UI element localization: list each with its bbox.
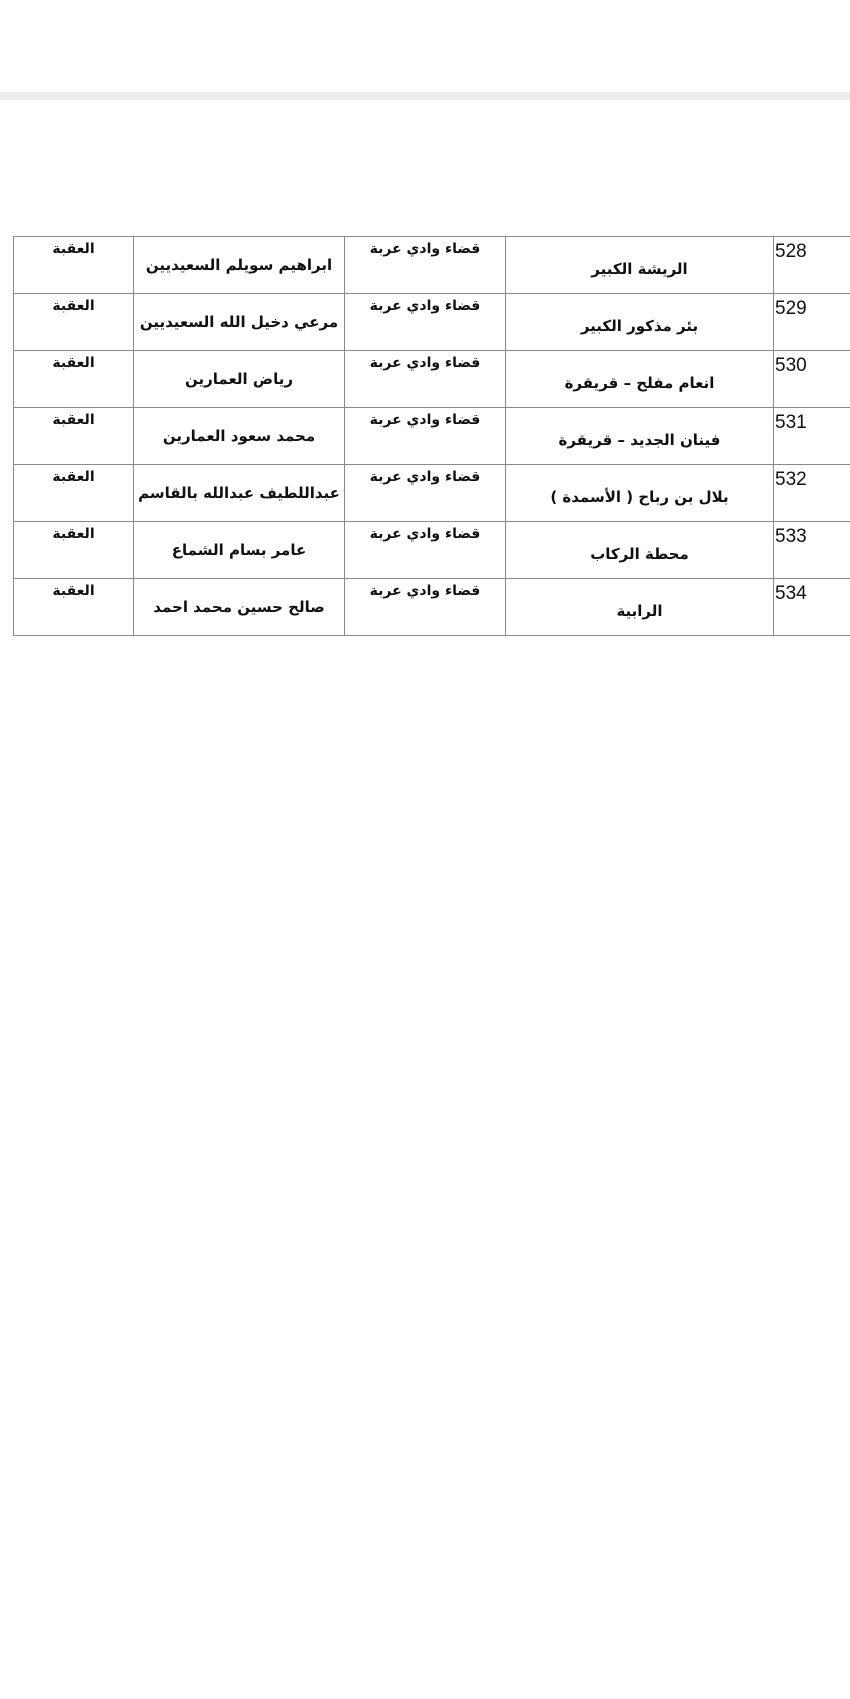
district-cell: قضاء وادي عربة bbox=[345, 294, 506, 351]
name-cell: عامر بسام الشماع bbox=[134, 522, 345, 579]
governorate-cell: العقبة bbox=[14, 522, 134, 579]
location-cell: الرابية bbox=[506, 579, 774, 636]
table-row bbox=[14, 522, 850, 579]
location-cell: الريشة الكبير bbox=[506, 237, 774, 294]
name-cell: مرعي دخيل الله السعيديين bbox=[134, 294, 345, 351]
number-cell: 532 bbox=[774, 465, 850, 522]
district-cell: قضاء وادي عربة bbox=[345, 579, 506, 636]
governorate-cell: العقبة bbox=[14, 465, 134, 522]
table-row bbox=[14, 408, 850, 465]
governorate-cell: العقبة bbox=[14, 294, 134, 351]
number-cell: 533 bbox=[774, 522, 850, 579]
location-cell: محطة الركاب bbox=[506, 522, 774, 579]
name-cell: رياض العمارين bbox=[134, 351, 345, 408]
table-row bbox=[14, 351, 850, 408]
district-cell: قضاء وادي عربة bbox=[345, 465, 506, 522]
governorate-cell: العقبة bbox=[14, 579, 134, 636]
location-cell: بئر مذكور الكبير bbox=[506, 294, 774, 351]
number-cell: 528 bbox=[774, 237, 850, 294]
name-cell: ابراهيم سويلم السعيديين bbox=[134, 237, 345, 294]
name-cell: محمد سعود العمارين bbox=[134, 408, 345, 465]
location-cell: فينان الجديد – قريقرة bbox=[506, 408, 774, 465]
governorate-cell: العقبة bbox=[14, 408, 134, 465]
location-cell: بلال بن رباح ( الأسمدة ) bbox=[506, 465, 774, 522]
number-cell: 534 bbox=[774, 579, 850, 636]
name-cell: عبداللطيف عبدالله بالقاسم bbox=[134, 465, 345, 522]
district-cell: قضاء وادي عربة bbox=[345, 408, 506, 465]
governorate-cell: العقبة bbox=[14, 237, 134, 294]
table-row bbox=[14, 237, 850, 294]
location-cell: انعام مفلح – قريقرة bbox=[506, 351, 774, 408]
district-cell: قضاء وادي عربة bbox=[345, 237, 506, 294]
governorate-cell: العقبة bbox=[14, 351, 134, 408]
number-cell: 529 bbox=[774, 294, 850, 351]
table-row bbox=[14, 294, 850, 351]
table-row bbox=[14, 465, 850, 522]
district-cell: قضاء وادي عربة bbox=[345, 522, 506, 579]
district-cell: قضاء وادي عربة bbox=[345, 351, 506, 408]
number-cell: 530 bbox=[774, 351, 850, 408]
records-table bbox=[13, 236, 850, 636]
name-cell: صالح حسين محمد احمد bbox=[134, 579, 345, 636]
top-divider-band bbox=[0, 92, 850, 100]
number-cell: 531 bbox=[774, 408, 850, 465]
table-row bbox=[14, 579, 850, 636]
